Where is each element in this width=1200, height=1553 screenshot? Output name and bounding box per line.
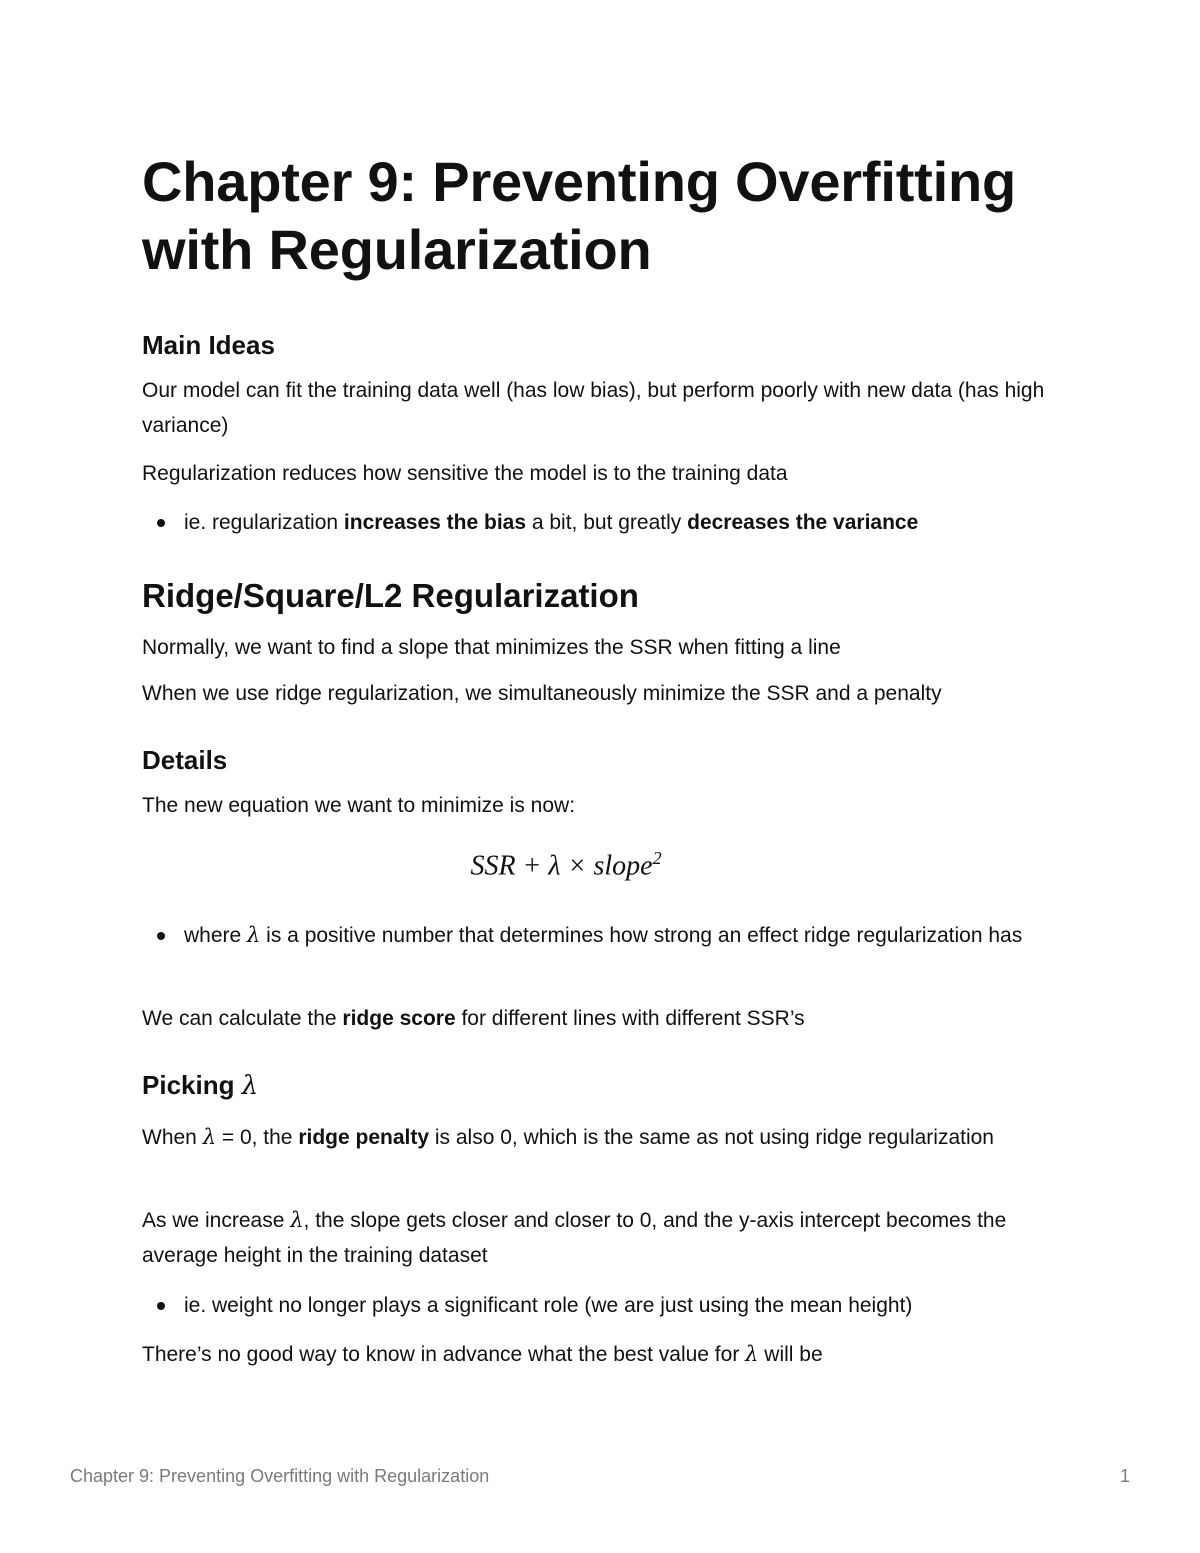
picking-bullet: ie. weight no longer plays a significant role (we are just using the mean height) bbox=[142, 1288, 1062, 1323]
main-ideas-bullet bbox=[142, 505, 1062, 540]
picking-paragraph-2 bbox=[142, 1203, 1062, 1273]
text-run: We can calculate the bbox=[142, 1007, 343, 1030]
bullet-text: is a positive number that determines how strong an effect ridge regularization has bbox=[260, 924, 1023, 947]
bold-decreases-variance: decreases the variance bbox=[687, 511, 919, 534]
ridge-heading: Ridge/Square/L2 Regularization bbox=[142, 577, 639, 614]
text-run: , the slope gets closer and closer to 0, and the y-axis intercept becomes the average height in the training dataset bbox=[142, 1209, 1007, 1267]
text-run: = 0, the bbox=[216, 1126, 299, 1149]
lambda-symbol: λ bbox=[202, 1125, 217, 1149]
details-bullet bbox=[142, 918, 1062, 953]
details-paragraph-1: The new equation we want to minimize is now: bbox=[142, 794, 576, 817]
text-run: When bbox=[142, 1126, 203, 1149]
footer-page-number: 1 bbox=[1120, 1466, 1131, 1486]
footer-title: Chapter 9: Preventing Overfitting with Regularization bbox=[70, 1466, 490, 1486]
equation-exponent: 2 bbox=[652, 848, 662, 868]
bullet-text: a bit, but greatly bbox=[526, 511, 688, 534]
bold-ridge-score: ridge score bbox=[342, 1007, 456, 1030]
ridge-paragraph-2: When we use ridge regularization, we simultaneously minimize the SSR and a penalty bbox=[142, 682, 942, 705]
text-run: for different lines with different SSR’s bbox=[455, 1007, 805, 1030]
bullet-text: where bbox=[184, 924, 248, 947]
picking-lambda-heading bbox=[142, 1069, 258, 1102]
text-run: is also 0, which is the same as not using ridge regularization bbox=[429, 1126, 994, 1149]
main-ideas-paragraph-2: Regularization reduces how sensitive the model is to the training data bbox=[142, 462, 788, 485]
bold-ridge-penalty: ridge penalty bbox=[298, 1126, 430, 1149]
bold-increases-bias: increases the bias bbox=[343, 511, 527, 534]
picking-paragraph-1 bbox=[142, 1120, 1062, 1155]
equation-body: SSR + λ × slope bbox=[470, 850, 653, 882]
main-ideas-heading: Main Ideas bbox=[142, 330, 275, 360]
ridge-paragraph-1: Normally, we want to find a slope that minimizes the SSR when fitting a line bbox=[142, 636, 841, 659]
picking-paragraph-3 bbox=[142, 1337, 1062, 1372]
lambda-symbol: λ bbox=[290, 1208, 304, 1232]
heading-text: Picking bbox=[142, 1070, 242, 1100]
lambda-symbol: λ bbox=[241, 1071, 259, 1101]
text-run: There’s no good way to know in advance what the best value for bbox=[142, 1343, 746, 1366]
lambda-symbol: λ bbox=[247, 923, 261, 947]
main-ideas-paragraph-1: Our model can fit the training data well (has low bias), but perform poorly with new data (has high variance) bbox=[142, 379, 1045, 437]
details-heading: Details bbox=[142, 745, 228, 775]
text-run: will be bbox=[758, 1343, 823, 1366]
ridge-equation bbox=[0, 848, 1132, 882]
details-paragraph-2 bbox=[142, 1001, 1062, 1036]
page-title: Chapter 9: Preventing Overfitting with Regularization bbox=[142, 150, 1016, 281]
bullet-text: ie. regularization bbox=[184, 511, 344, 534]
text-run: As we increase bbox=[142, 1209, 291, 1232]
lambda-symbol: λ bbox=[745, 1342, 759, 1366]
